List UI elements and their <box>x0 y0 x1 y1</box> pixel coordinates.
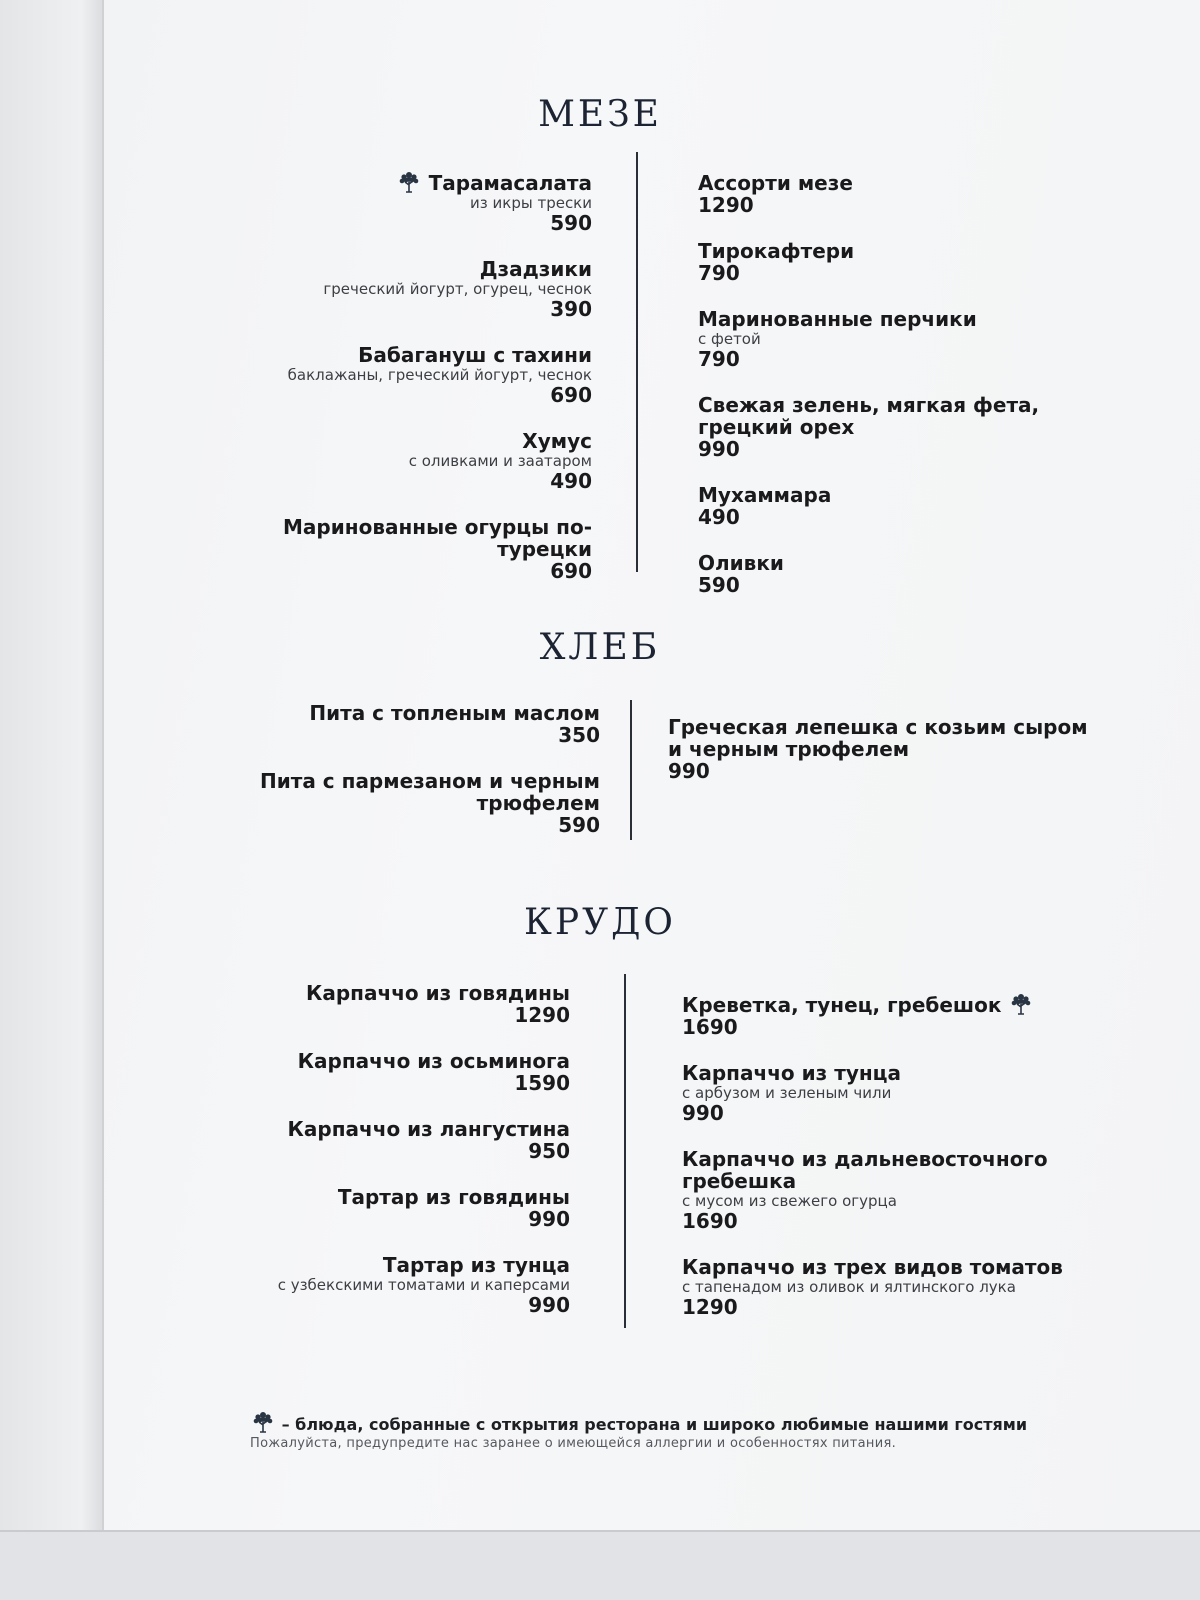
menu-item-price: 490 <box>698 505 740 529</box>
menu-item-name-text: Пита с топленым маслом <box>309 701 600 725</box>
menu-item-name <box>682 1062 1102 1084</box>
tree-icon <box>1008 990 1034 1016</box>
menu-item-name <box>230 430 592 452</box>
menu-item-name-text: Оливки <box>698 551 784 575</box>
menu-item-name-text: Дзадзики <box>479 257 592 281</box>
menu-item-name <box>200 1254 570 1276</box>
menu-item-description: с узбекскими томатами и каперсами <box>277 1276 570 1294</box>
menu-item <box>200 1118 570 1162</box>
menu-item-description: с мусом из свежего огурца <box>682 1192 897 1210</box>
menu-item-name-text: Карпаччо из трех видов томатов <box>682 1255 1063 1279</box>
meze-left-column <box>230 168 592 606</box>
menu-item <box>200 1186 570 1230</box>
menu-item-price: 990 <box>528 1207 570 1231</box>
menu-item-name <box>682 1148 1102 1192</box>
menu-item-name-text: Карпаччо из дальневосточного гребешка <box>682 1147 1048 1193</box>
menu-item-name-text: Бабагануш с тахини <box>358 343 592 367</box>
menu-item-price: 1290 <box>682 1295 738 1319</box>
menu-item <box>682 1256 1102 1318</box>
meze-right-column <box>698 172 1078 620</box>
menu-item-price: 590 <box>698 573 740 597</box>
menu-item-name-text: Карпаччо из осьминога <box>297 1049 570 1073</box>
menu-item-name <box>698 552 1078 574</box>
menu-item-name-text: Карпаччо из тунца <box>682 1061 902 1085</box>
menu-item <box>200 1254 570 1316</box>
menu-item-price: 690 <box>550 383 592 407</box>
menu-item <box>698 172 1078 216</box>
menu-item <box>200 982 570 1026</box>
menu-item <box>682 990 1102 1038</box>
menu-item-price: 590 <box>550 211 592 235</box>
meze-divider <box>636 152 638 572</box>
menu-item-price: 1590 <box>514 1071 570 1095</box>
menu-item-name <box>240 770 600 814</box>
menu-item-name <box>200 1186 570 1208</box>
menu-item <box>240 702 600 746</box>
menu-item <box>230 258 592 320</box>
menu-item-name <box>200 1118 570 1140</box>
menu-item-name-text: Пита с пармезаном и черным трюфелем <box>260 769 600 815</box>
menu-item-price: 990 <box>698 437 740 461</box>
menu-item-name <box>698 240 1078 262</box>
bread-left-column <box>240 702 600 860</box>
menu-item-price: 790 <box>698 261 740 285</box>
menu-item-name <box>698 172 1078 194</box>
tree-icon <box>250 1408 276 1434</box>
menu-item-price: 990 <box>682 1101 724 1125</box>
menu-item <box>230 430 592 492</box>
menu-item-name <box>682 1256 1102 1278</box>
menu-item-price: 1290 <box>514 1003 570 1027</box>
menu-item-description: с оливками и заатаром <box>408 452 592 470</box>
menu-item-name-text: Карпаччо из говядины <box>306 981 570 1005</box>
menu-item-price: 1290 <box>698 193 754 217</box>
menu-item <box>698 484 1078 528</box>
menu-item <box>682 1148 1102 1232</box>
menu-item <box>698 308 1078 370</box>
menu-item-name-text: Свежая зелень, мягкая фета, грецкий орех <box>698 393 1040 439</box>
menu-item <box>698 240 1078 284</box>
menu-item <box>200 1050 570 1094</box>
menu-item-name-text: Маринованные огурцы по-турецки <box>283 515 592 561</box>
section-title-bread: ХЛЕБ <box>539 627 661 668</box>
menu-item-name <box>200 982 570 1004</box>
menu-item-name <box>230 344 592 366</box>
menu-item-price: 990 <box>668 759 710 783</box>
menu-item-price: 390 <box>550 297 592 321</box>
menu-item <box>668 716 1088 782</box>
allergy-note: Пожалуйста, предупредите нас заранее о имеющейся аллергии и особенностях питания. <box>250 1436 897 1451</box>
menu-item-name-text: Тирокафтери <box>698 239 855 263</box>
menu-item-description: греческий йогурт, огурец, чеснок <box>323 280 592 298</box>
menu-item-name <box>668 716 1088 760</box>
crudo-divider <box>624 974 626 1328</box>
menu-item-name-text: Тарамасалата <box>428 171 592 195</box>
menu-item-price: 690 <box>550 559 592 583</box>
menu-item <box>240 770 600 836</box>
crudo-left-column <box>200 982 570 1340</box>
menu-item-price: 490 <box>550 469 592 493</box>
menu-item-name <box>230 168 592 194</box>
signature-legend-text: – блюда, собранные с открытия ресторана и широко любимые нашими гостями <box>281 1415 1028 1434</box>
menu-item-name-text: Тартар из тунца <box>382 1253 570 1277</box>
section-title-crudo: КРУДО <box>524 902 676 943</box>
menu-item-name-text: Карпаччо из лангустина <box>287 1117 570 1141</box>
menu-item <box>230 168 592 234</box>
menu-item-name-text: Тартар из говядины <box>337 1185 570 1209</box>
menu-item <box>682 1062 1102 1124</box>
menu-item <box>230 516 592 582</box>
menu-item-price: 1690 <box>682 1015 738 1039</box>
menu-item-price: 990 <box>528 1293 570 1317</box>
menu-item-name-text: Маринованные перчики <box>698 307 977 331</box>
menu-item-name <box>200 1050 570 1072</box>
section-title-meze: МЕЗЕ <box>538 94 662 135</box>
menu-item-price: 350 <box>558 723 600 747</box>
menu-item <box>698 552 1078 596</box>
menu-item-name <box>230 516 592 560</box>
menu-item-name <box>230 258 592 280</box>
menu-item-description: с арбузом и зеленым чили <box>682 1084 892 1102</box>
menu-item-description: с тапенадом из оливок и ялтинского лука <box>682 1278 1016 1296</box>
tree-icon <box>396 168 422 194</box>
crudo-right-column <box>682 990 1102 1342</box>
menu-item-name-text: Ассорти мезе <box>698 171 853 195</box>
menu-item-name <box>682 990 1102 1016</box>
menu-item-price: 590 <box>558 813 600 837</box>
menu-item-name-text: Греческая лепешка с козьим сыром и черным трюфелем <box>668 715 1088 761</box>
menu-item-price: 790 <box>698 347 740 371</box>
menu-item-name <box>698 308 1078 330</box>
menu-item-name <box>698 484 1078 506</box>
menu-binding <box>0 0 104 1530</box>
table-surface <box>0 1530 1200 1600</box>
menu-item-description: баклажаны, греческий йогурт, чеснок <box>287 366 592 384</box>
signature-legend <box>250 1408 1027 1434</box>
menu-item-name-text: Креветка, тунец, гребешок <box>682 993 1002 1017</box>
menu-item-price: 950 <box>528 1139 570 1163</box>
menu-item-name-text: Мухаммара <box>698 483 832 507</box>
bread-divider <box>630 700 632 840</box>
menu-item-description: из икры трески <box>470 194 592 212</box>
menu-item <box>698 394 1078 460</box>
bread-right-column <box>668 716 1088 806</box>
menu-item-name <box>240 702 600 724</box>
menu-item-description: с фетой <box>698 330 761 348</box>
menu-item-price: 1690 <box>682 1209 738 1233</box>
menu-item-name-text: Хумус <box>522 429 592 453</box>
menu-item-name <box>698 394 1078 438</box>
menu-item <box>230 344 592 406</box>
